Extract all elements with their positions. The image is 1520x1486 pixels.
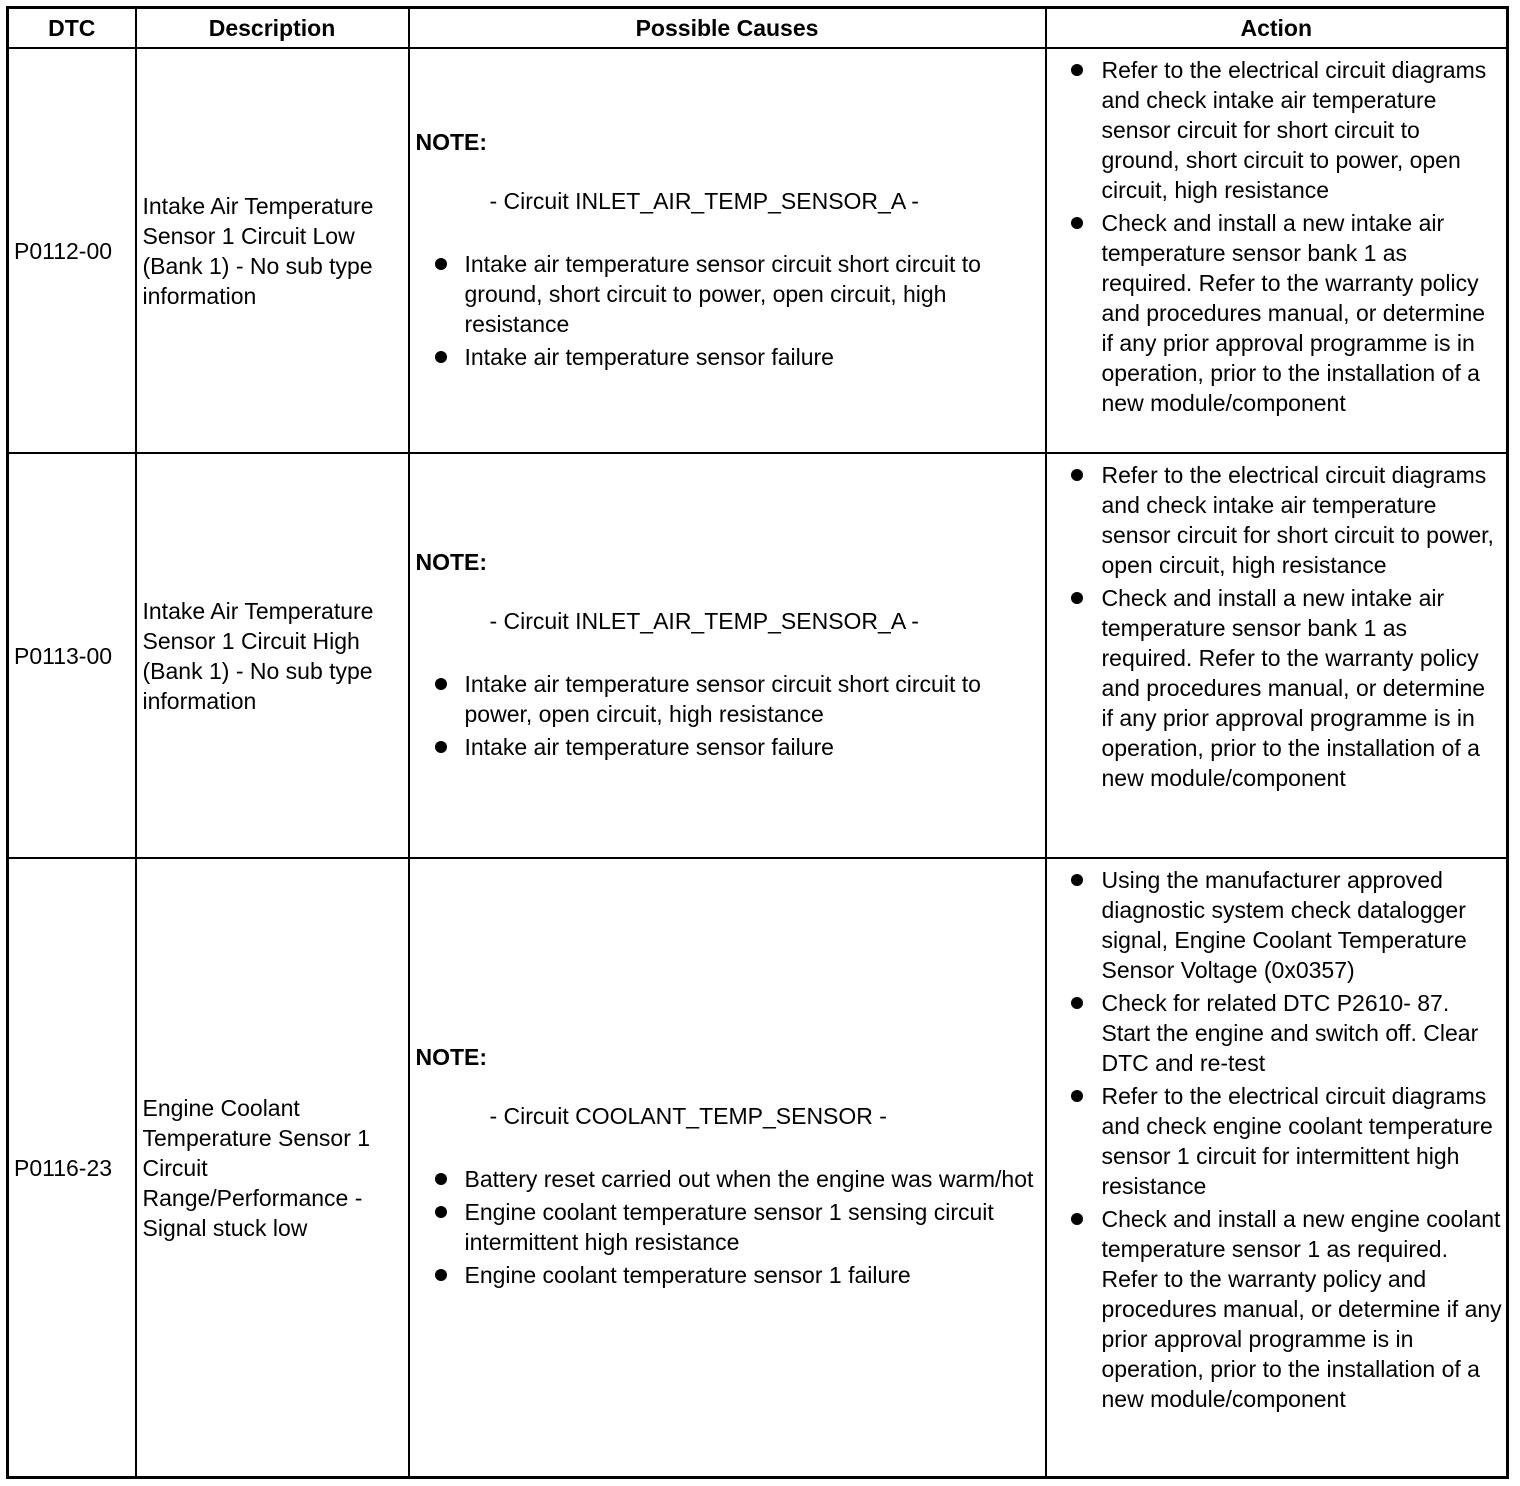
- bullet-icon: [435, 1173, 447, 1185]
- note-label: NOTE:: [415, 548, 488, 575]
- action-text: Refer to the electrical circuit diagrams and check intake air temperature sensor circuit for short circuit to power, open circuit, high resistance: [1101, 462, 1494, 578]
- table-row: [8, 453, 1508, 858]
- dtc-description: Intake Air Temperature Sensor 1 Circuit High (Bank 1) - No sub type information: [136, 453, 409, 858]
- actions-list: [1053, 865, 1503, 1414]
- possible-causes-cell: [409, 48, 1046, 453]
- action-text: Refer to the electrical circuit diagrams and check engine coolant temperature sensor 1 circuit for intermittent high resistance: [1101, 1083, 1493, 1199]
- header-action: Action: [1046, 8, 1508, 49]
- dtc-table: [6, 6, 1509, 1479]
- cause-text: Battery reset carried out when the engine was warm/hot: [464, 1166, 1034, 1192]
- list-item: [1053, 208, 1503, 418]
- bullet-icon: [1071, 64, 1083, 76]
- header-possible-causes: Possible Causes: [409, 8, 1046, 49]
- cause-text: Engine coolant temperature sensor 1 failure: [464, 1262, 911, 1288]
- cause-text: Intake air temperature sensor circuit short circuit to ground, short circuit to power, open circuit, high resistance: [464, 250, 981, 337]
- list-item: [1053, 460, 1503, 580]
- list-item: [416, 249, 1043, 339]
- header-dtc: DTC: [8, 8, 136, 49]
- note-label: NOTE:: [415, 1044, 488, 1070]
- bullet-icon: [1071, 1090, 1083, 1102]
- list-item: [416, 1197, 1043, 1257]
- bullet-icon: [1071, 217, 1083, 229]
- dtc-code: P0112-00: [8, 48, 136, 453]
- list-item: [1053, 1081, 1503, 1201]
- action-text: Using the manufacturer approved diagnostic system check datalogger signal, Engine Coolant Temperature Sensor Voltage (0x0357): [1101, 867, 1467, 983]
- list-item: [416, 1260, 1043, 1290]
- actions-list: [1053, 55, 1503, 418]
- list-item: [416, 1164, 1043, 1194]
- list-item: [416, 732, 1043, 762]
- bullet-icon: [435, 1269, 447, 1281]
- cause-text: Intake air temperature sensor circuit short circuit to power, open circuit, high resistance: [464, 670, 981, 727]
- action-text: Check and install a new intake air temperature sensor bank 1 as required. Refer to the warranty policy and procedures manual, or determine if any prior approval programme is in operation, prior to the installation of a new module/component: [1101, 210, 1486, 416]
- cause-text: Intake air temperature sensor failure: [464, 733, 834, 760]
- table-row: [8, 858, 1508, 1478]
- causes-list: [416, 249, 1043, 372]
- action-cell: [1046, 48, 1508, 453]
- bullet-icon: [435, 741, 447, 753]
- list-item: [1053, 988, 1503, 1078]
- bullet-icon: [1071, 997, 1083, 1009]
- list-item: [1053, 55, 1503, 205]
- dtc-description: Engine Coolant Temperature Sensor 1 Circuit Range/Performance - Signal stuck low: [136, 858, 409, 1478]
- causes-list: [416, 1164, 1043, 1290]
- header-row: [8, 8, 1508, 49]
- bullet-icon: [1071, 874, 1083, 886]
- actions-list: [1053, 460, 1503, 793]
- bullet-icon: [1071, 469, 1083, 481]
- action-text: Check for related DTC P2610- 87. Start the engine and switch off. Clear DTC and re-test: [1101, 990, 1479, 1076]
- dtc-code: P0116-23: [8, 858, 136, 1478]
- list-item: [1053, 583, 1503, 793]
- bullet-icon: [435, 351, 447, 363]
- dtc-code: P0113-00: [8, 453, 136, 858]
- circuit-name: - Circuit COOLANT_TEMP_SENSOR -: [489, 1103, 887, 1129]
- action-cell: [1046, 453, 1508, 858]
- circuit-name: - Circuit INLET_AIR_TEMP_SENSOR_A -: [489, 607, 919, 634]
- list-item: [1053, 1204, 1503, 1414]
- dtc-description: Intake Air Temperature Sensor 1 Circuit Low (Bank 1) - No sub type information: [136, 48, 409, 453]
- bullet-icon: [435, 678, 447, 690]
- circuit-name: - Circuit INLET_AIR_TEMP_SENSOR_A -: [489, 187, 919, 214]
- action-text: Check and install a new engine coolant temperature sensor 1 as required. Refer to the warranty policy and procedures manual, or determine if any prior approval programme is in operation, prior to the installation of a new module/component: [1101, 1206, 1502, 1412]
- bullet-icon: [435, 1206, 447, 1218]
- bullet-icon: [1071, 592, 1083, 604]
- list-item: [416, 342, 1043, 372]
- action-text: Check and install a new intake air temperature sensor bank 1 as required. Refer to the warranty policy and procedures manual, or determine if any prior approval programme is in operation, prior to the installation of a new module/component: [1101, 585, 1486, 791]
- cause-text: Engine coolant temperature sensor 1 sensing circuit intermittent high resistance: [464, 1199, 994, 1255]
- note-label: NOTE:: [415, 128, 488, 155]
- list-item: [1053, 865, 1503, 985]
- header-description: Description: [136, 8, 409, 49]
- causes-list: [416, 669, 1043, 762]
- list-item: [416, 669, 1043, 729]
- possible-causes-cell: [409, 453, 1046, 858]
- action-cell: [1046, 858, 1508, 1478]
- table-row: [8, 48, 1508, 453]
- action-text: Refer to the electrical circuit diagrams and check intake air temperature sensor circuit for short circuit to ground, short circuit to power, open circuit, high resistance: [1101, 57, 1487, 203]
- bullet-icon: [1071, 1213, 1083, 1225]
- bullet-icon: [435, 258, 447, 270]
- cause-text: Intake air temperature sensor failure: [464, 343, 834, 370]
- possible-causes-cell: [409, 858, 1046, 1478]
